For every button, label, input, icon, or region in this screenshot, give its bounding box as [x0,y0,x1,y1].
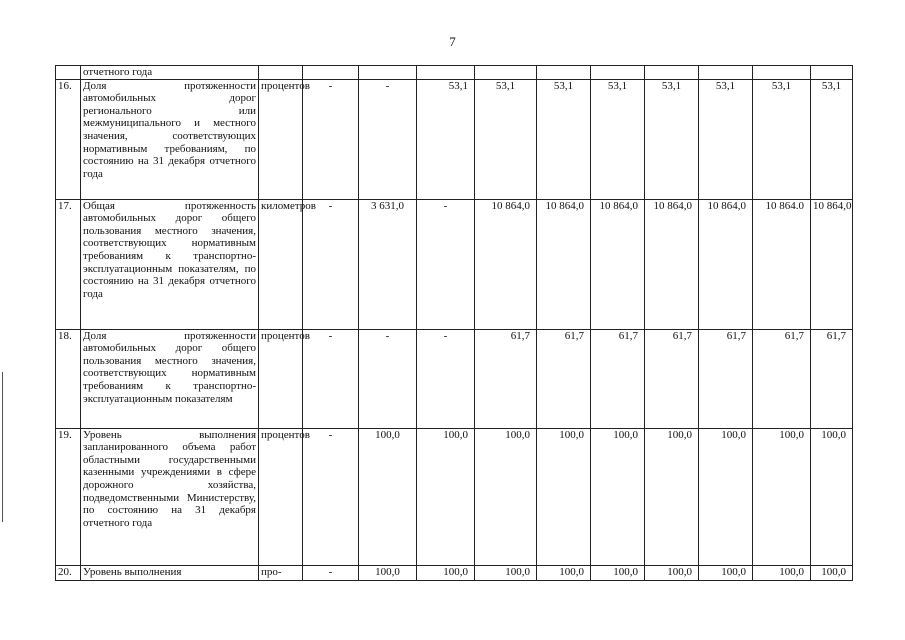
value-cell: - [417,199,475,329]
table-row [56,329,853,428]
unit-cell: про- [259,565,303,580]
value-cell [303,66,359,80]
value-cell: 100,0 [591,565,645,580]
row-number-cell: 19. [56,428,81,565]
value-cell: 61,7 [591,329,645,428]
value-cell: 61,7 [699,329,753,428]
margin-scan-line [2,372,3,522]
value-cell [537,66,591,80]
value-cell: 100,0 [537,565,591,580]
value-cell: 100,0 [753,428,811,565]
value-cell: - [303,199,359,329]
row-description: Уровень выполнения [81,565,259,580]
indicators-table [55,65,853,581]
unit-cell: процентов [259,329,303,428]
table-row [56,565,853,580]
value-cell: 3 631,0 [359,199,417,329]
value-cell: 10 864,0 [475,199,537,329]
value-cell: 61,7 [537,329,591,428]
value-cell: 100,0 [537,428,591,565]
row-number-cell [56,66,81,80]
value-cell: 100,0 [753,565,811,580]
value-cell: 100,0 [811,565,853,580]
value-cell: 53,1 [753,79,811,199]
value-cell: 10 864,0 [537,199,591,329]
value-cell: 53,1 [537,79,591,199]
value-cell: - [359,329,417,428]
unit-cell [259,66,303,80]
value-cell: 53,1 [699,79,753,199]
unit-cell: километров [259,199,303,329]
row-description: Доля протяженности автомобильных дорог общего пользования местного значения, соответствующих нормативным требованиям к транспортно-эксплуатационным показателям [81,329,259,428]
value-cell: - [303,565,359,580]
unit-cell: процентов [259,428,303,565]
value-cell: - [417,329,475,428]
value-cell: 53,1 [475,79,537,199]
row-number-cell: 16. [56,79,81,199]
table-row-continuation [56,66,853,80]
value-cell: 100,0 [645,565,699,580]
value-cell: 100,0 [475,428,537,565]
table-row [56,79,853,199]
value-cell: 53,1 [811,79,853,199]
value-cell: 61,7 [811,329,853,428]
row-number-cell: 17. [56,199,81,329]
row-description: отчетного года [81,66,259,80]
value-cell: 100,0 [417,565,475,580]
value-cell [417,66,475,80]
value-cell: 53,1 [591,79,645,199]
value-cell [811,66,853,80]
value-cell: - [303,428,359,565]
value-cell: 100,0 [591,428,645,565]
value-cell [699,66,753,80]
unit-cell: процентов [259,79,303,199]
value-cell: 100,0 [359,565,417,580]
value-cell: 10 864,0 [645,199,699,329]
value-cell: 53,1 [417,79,475,199]
row-description: Уровень выполнения запланированного объема работ областными государственными казенными учреждениями в сфере дорожного хозяйства, подведомственными Министерству, по состоянию на 31 декабря отчетного года [81,428,259,565]
row-description: Доля протяженности автомобильных дорог регионального или межмуниципального и местного значения, соответствующих нормативным требованиям, по состоянию на 31 декабря отчетного года [81,79,259,199]
value-cell: - [303,329,359,428]
value-cell [753,66,811,80]
value-cell [645,66,699,80]
page-number: 7 [449,34,456,49]
row-number-cell: 20. [56,565,81,580]
row-number-cell: 18. [56,329,81,428]
value-cell: 10 864,0 [811,199,853,329]
table-body [56,66,853,581]
row-description: Общая протяженность автомобильных дорог общего пользования местного значения, соответствующих нормативным требованиям к транспортно-эксплуатационным показателям, по состоянию на 31 декабря отчетного года [81,199,259,329]
value-cell: 100,0 [645,428,699,565]
value-cell: 61,7 [475,329,537,428]
value-cell [591,66,645,80]
value-cell: 61,7 [753,329,811,428]
value-cell [475,66,537,80]
value-cell: - [359,79,417,199]
value-cell: 100,0 [699,565,753,580]
value-cell: 100,0 [417,428,475,565]
value-cell: 10 864.0 [753,199,811,329]
value-cell: 100,0 [699,428,753,565]
value-cell: 10 864,0 [591,199,645,329]
value-cell: - [303,79,359,199]
value-cell: 100,0 [359,428,417,565]
value-cell: 100,0 [475,565,537,580]
table-row [56,199,853,329]
value-cell: 100,0 [811,428,853,565]
value-cell [359,66,417,80]
value-cell: 61,7 [645,329,699,428]
value-cell: 53,1 [645,79,699,199]
table-row [56,428,853,565]
value-cell: 10 864,0 [699,199,753,329]
